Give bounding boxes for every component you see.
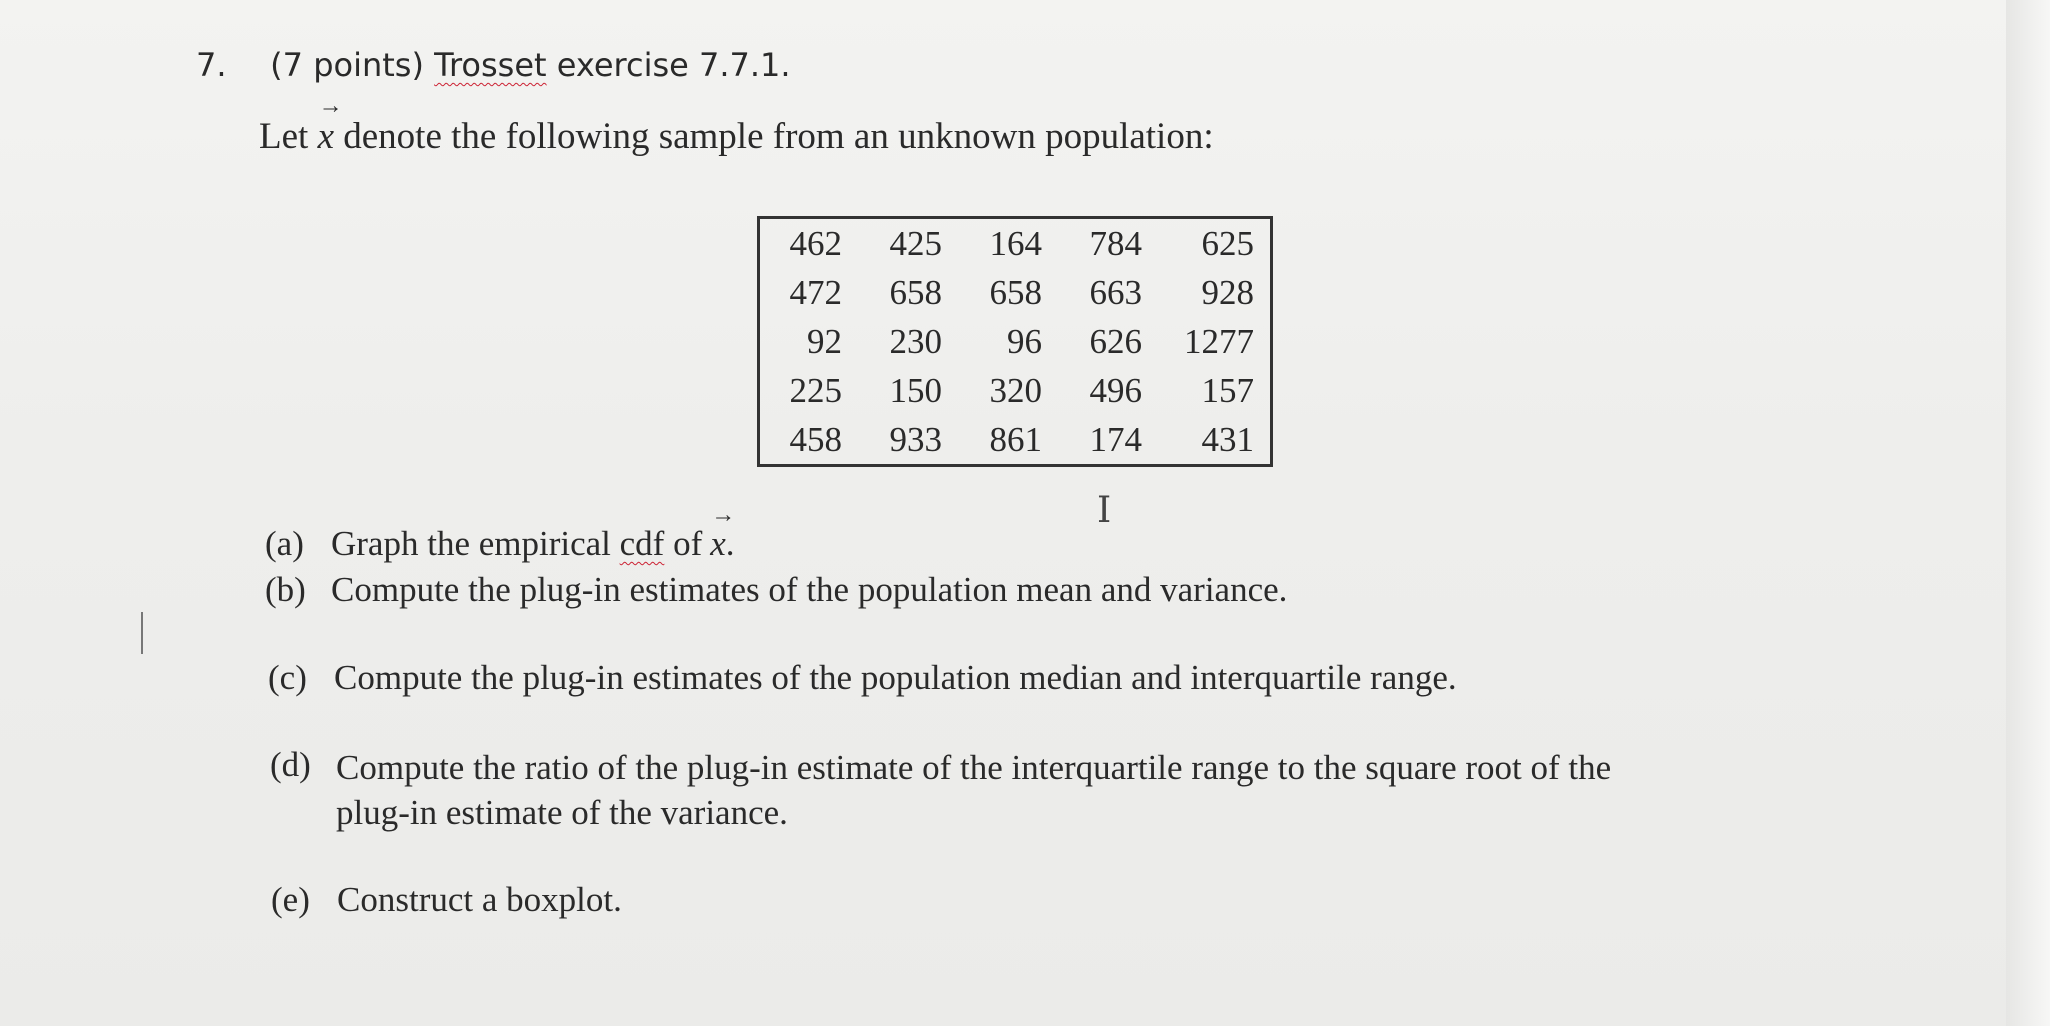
part-label: (c) (268, 658, 307, 697)
table-cell: 164 (989, 224, 1042, 263)
table-cell: 928 (1201, 273, 1254, 312)
table-cell: 320 (989, 371, 1042, 410)
vector-x-symbol: → x (318, 115, 334, 158)
part-a-cdf-word: cdf (619, 524, 665, 563)
table-cell: 625 (1201, 224, 1254, 263)
table-cell: 96 (1007, 322, 1042, 361)
part-e-text: Construct a boxplot. (337, 880, 622, 919)
question-number: 7. (196, 46, 227, 84)
table-cell: 658 (889, 273, 942, 312)
table-row (759, 366, 1272, 415)
question-points: (7 points) (270, 46, 424, 84)
part-a-text-end: . (725, 524, 735, 563)
table-cell: 92 (807, 322, 842, 361)
table-cell: 626 (1089, 322, 1142, 361)
table-row (759, 415, 1272, 466)
table-cell: 431 (1201, 420, 1254, 459)
table-cell: 425 (889, 224, 942, 263)
page-edge-shadow (2006, 0, 2050, 1026)
question-header (196, 46, 791, 84)
table-cell: 663 (1089, 273, 1142, 312)
table-cell: 496 (1089, 371, 1142, 410)
table-cell: 462 (789, 224, 842, 263)
table-cell: 861 (989, 420, 1042, 459)
question-source-word: Trosset (434, 46, 547, 84)
table-row (759, 218, 1272, 269)
part-label: (a) (265, 524, 304, 563)
vector-x-symbol: → x (710, 524, 726, 564)
part-b-text: Compute the plug-in estimates of the population mean and variance. (331, 570, 1288, 609)
table-cell: 150 (889, 371, 942, 410)
table-cell: 157 (1201, 371, 1254, 410)
part-a-text (331, 524, 735, 564)
sample-table (757, 216, 1273, 467)
table-cell: 458 (789, 420, 842, 459)
table-cell: 472 (789, 273, 842, 312)
part-a-text-before: Graph the empirical (331, 524, 611, 563)
intro-before-vector: Let (259, 116, 309, 157)
table-cell: 658 (989, 273, 1042, 312)
part-c-text: Compute the plug-in estimates of the population median and interquartile range. (334, 658, 1457, 697)
part-d-line-1: Compute the ratio of the plug-in estimate of the interquartile range to the square root of the (336, 748, 1612, 787)
ibeam-cursor-icon: I (1097, 490, 1112, 531)
table-cell: 784 (1089, 224, 1142, 263)
margin-mark (141, 612, 143, 654)
part-d-text (336, 745, 1611, 835)
part-a-text-mid: of (673, 524, 703, 563)
part-label: (e) (271, 880, 310, 919)
table-cell: 225 (789, 371, 842, 410)
table-cell: 933 (889, 420, 942, 459)
table-cell: 174 (1089, 420, 1142, 459)
table-cell: 230 (889, 322, 942, 361)
question-source-rest: exercise 7.7.1. (556, 46, 791, 84)
part-label: (b) (265, 570, 306, 609)
table-row (759, 317, 1272, 366)
intro-sentence (259, 115, 1214, 158)
table-cell: 1277 (1184, 322, 1254, 361)
table-row (759, 268, 1272, 317)
intro-after-vector: denote the following sample from an unknown population: (343, 116, 1214, 157)
part-label: (d) (270, 745, 311, 784)
part-d-line-2: plug-in estimate of the variance. (336, 793, 788, 832)
